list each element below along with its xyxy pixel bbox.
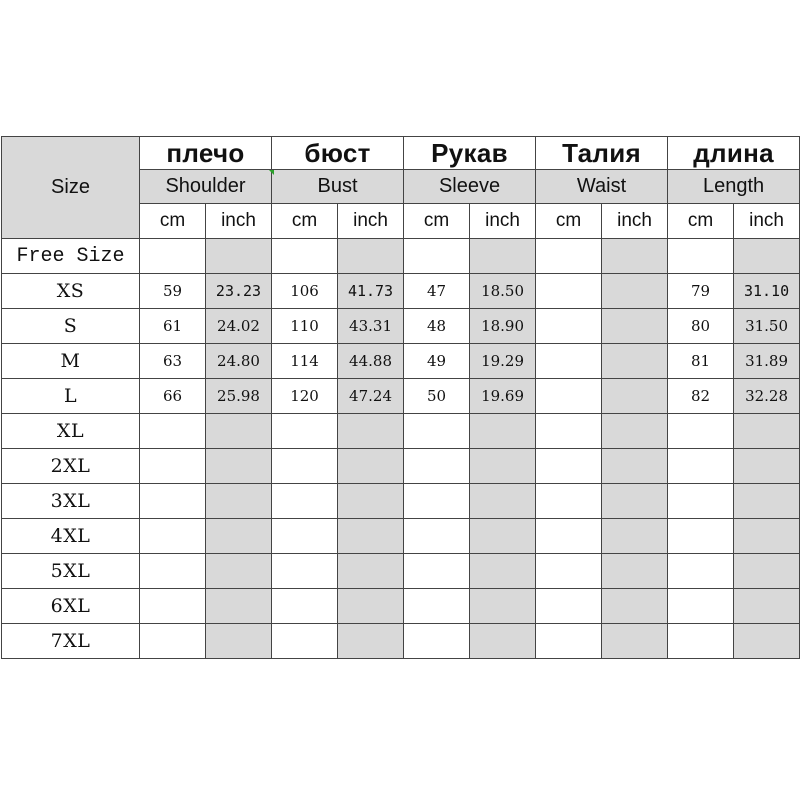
shoulder-inch-cell: 23.23 xyxy=(206,274,272,309)
size-label: M xyxy=(2,344,140,379)
waist-cm-cell xyxy=(536,589,602,624)
waist-inch-cell xyxy=(602,589,668,624)
sleeve-cm-cell xyxy=(404,589,470,624)
waist-inch-cell xyxy=(602,379,668,414)
shoulder-inch-cell xyxy=(206,589,272,624)
waist-header-ru: Талия xyxy=(536,137,668,170)
length-inch-cell xyxy=(734,414,800,449)
shoulder-cm-cell: 59 xyxy=(140,274,206,309)
bust-inch-cell xyxy=(338,519,404,554)
waist-inch-cell xyxy=(602,624,668,659)
waist-cm-cell xyxy=(536,414,602,449)
waist-unit-inch: inch xyxy=(602,204,668,239)
sleeve-inch-cell: 18.50 xyxy=(470,274,536,309)
shoulder-cm-cell: 61 xyxy=(140,309,206,344)
waist-cm-cell xyxy=(536,624,602,659)
shoulder-inch-cell xyxy=(206,239,272,274)
size-label: 6XL xyxy=(2,589,140,624)
sleeve-inch-cell xyxy=(470,554,536,589)
table-row xyxy=(2,309,800,344)
waist-inch-cell xyxy=(602,414,668,449)
size-label: 7XL xyxy=(2,624,140,659)
table-row xyxy=(2,239,800,274)
sleeve-inch-cell xyxy=(470,414,536,449)
table-row xyxy=(2,449,800,484)
waist-inch-cell xyxy=(602,344,668,379)
bust-inch-cell xyxy=(338,449,404,484)
bust-inch-cell xyxy=(338,484,404,519)
table-row xyxy=(2,624,800,659)
length-cm-cell: 82 xyxy=(668,379,734,414)
table-row xyxy=(2,274,800,309)
waist-inch-cell xyxy=(602,519,668,554)
waist-inch-cell xyxy=(602,484,668,519)
corner-mark-icon xyxy=(269,170,274,175)
length-cm-cell xyxy=(668,449,734,484)
table-row xyxy=(2,414,800,449)
shoulder-inch-cell xyxy=(206,414,272,449)
bust-inch-cell xyxy=(338,239,404,274)
length-cm-cell: 80 xyxy=(668,309,734,344)
length-cm-cell xyxy=(668,484,734,519)
shoulder-unit-inch: inch xyxy=(206,204,272,239)
bust-cm-cell: 114 xyxy=(272,344,338,379)
shoulder-header-ru: плечо xyxy=(140,137,272,170)
sleeve-cm-cell xyxy=(404,484,470,519)
sleeve-cm-cell: 49 xyxy=(404,344,470,379)
length-inch-cell xyxy=(734,239,800,274)
waist-inch-cell xyxy=(602,239,668,274)
table-row xyxy=(2,519,800,554)
bust-cm-cell: 110 xyxy=(272,309,338,344)
bust-inch-cell xyxy=(338,589,404,624)
bust-cm-cell xyxy=(272,589,338,624)
table-row xyxy=(2,344,800,379)
size-chart-table xyxy=(1,136,800,659)
waist-inch-cell xyxy=(602,274,668,309)
size-label: 5XL xyxy=(2,554,140,589)
shoulder-cm-cell xyxy=(140,449,206,484)
size-label: 3XL xyxy=(2,484,140,519)
waist-cm-cell xyxy=(536,554,602,589)
length-cm-cell xyxy=(668,239,734,274)
sleeve-inch-cell xyxy=(470,589,536,624)
bust-cm-cell xyxy=(272,624,338,659)
bust-inch-cell: 44.88 xyxy=(338,344,404,379)
size-label: S xyxy=(2,309,140,344)
bust-inch-cell xyxy=(338,554,404,589)
sleeve-cm-cell xyxy=(404,449,470,484)
bust-inch-cell: 47.24 xyxy=(338,379,404,414)
length-unit-cm: cm xyxy=(668,204,734,239)
waist-cm-cell xyxy=(536,379,602,414)
sleeve-cm-cell xyxy=(404,554,470,589)
length-cm-cell xyxy=(668,589,734,624)
waist-header-en: Waist xyxy=(536,170,668,204)
shoulder-cm-cell xyxy=(140,484,206,519)
shoulder-cm-cell xyxy=(140,589,206,624)
length-header-en: Length xyxy=(668,170,800,204)
sleeve-header-ru: Рукав xyxy=(404,137,536,170)
bust-unit-inch: inch xyxy=(338,204,404,239)
bust-cm-cell: 120 xyxy=(272,379,338,414)
bust-header-ru: бюст xyxy=(272,137,404,170)
length-inch-cell: 31.10 xyxy=(734,274,800,309)
length-inch-cell: 32.28 xyxy=(734,379,800,414)
sleeve-unit-inch: inch xyxy=(470,204,536,239)
length-inch-cell: 31.50 xyxy=(734,309,800,344)
length-cm-cell: 79 xyxy=(668,274,734,309)
waist-inch-cell xyxy=(602,449,668,484)
length-cm-cell xyxy=(668,414,734,449)
length-cm-cell: 81 xyxy=(668,344,734,379)
sleeve-cm-cell xyxy=(404,414,470,449)
sleeve-cm-cell xyxy=(404,519,470,554)
shoulder-cm-cell xyxy=(140,624,206,659)
bust-cm-cell xyxy=(272,484,338,519)
size-label: L xyxy=(2,379,140,414)
size-label: XL xyxy=(2,414,140,449)
shoulder-unit-cm: cm xyxy=(140,204,206,239)
length-cm-cell xyxy=(668,624,734,659)
sleeve-cm-cell: 47 xyxy=(404,274,470,309)
length-inch-cell xyxy=(734,624,800,659)
shoulder-inch-cell xyxy=(206,449,272,484)
bust-inch-cell: 41.73 xyxy=(338,274,404,309)
waist-cm-cell xyxy=(536,239,602,274)
bust-cm-cell xyxy=(272,449,338,484)
sleeve-cm-cell: 48 xyxy=(404,309,470,344)
waist-unit-cm: cm xyxy=(536,204,602,239)
bust-inch-cell xyxy=(338,624,404,659)
sleeve-inch-cell xyxy=(470,449,536,484)
length-inch-cell: 31.89 xyxy=(734,344,800,379)
sleeve-header-en: Sleeve xyxy=(404,170,536,204)
sleeve-unit-cm: cm xyxy=(404,204,470,239)
shoulder-cm-cell xyxy=(140,239,206,274)
length-cm-cell xyxy=(668,554,734,589)
shoulder-inch-cell xyxy=(206,554,272,589)
sleeve-cm-cell: 50 xyxy=(404,379,470,414)
waist-cm-cell xyxy=(536,274,602,309)
shoulder-inch-cell xyxy=(206,624,272,659)
sleeve-inch-cell xyxy=(470,519,536,554)
table-row xyxy=(2,554,800,589)
bust-inch-cell xyxy=(338,414,404,449)
length-cm-cell xyxy=(668,519,734,554)
sleeve-inch-cell: 19.29 xyxy=(470,344,536,379)
waist-cm-cell xyxy=(536,344,602,379)
bust-inch-cell: 43.31 xyxy=(338,309,404,344)
shoulder-cm-cell xyxy=(140,414,206,449)
size-column-header: Size xyxy=(2,137,140,239)
waist-inch-cell xyxy=(602,309,668,344)
size-label: XS xyxy=(2,274,140,309)
sleeve-inch-cell xyxy=(470,624,536,659)
shoulder-header-en: Shoulder xyxy=(140,170,272,204)
length-inch-cell xyxy=(734,554,800,589)
shoulder-inch-cell: 25.98 xyxy=(206,379,272,414)
sleeve-inch-cell: 19.69 xyxy=(470,379,536,414)
bust-unit-cm: cm xyxy=(272,204,338,239)
size-label: 2XL xyxy=(2,449,140,484)
length-inch-cell xyxy=(734,519,800,554)
size-chart-body xyxy=(2,239,800,659)
length-inch-cell xyxy=(734,589,800,624)
waist-cm-cell xyxy=(536,449,602,484)
bust-cm-cell: 106 xyxy=(272,274,338,309)
shoulder-cm-cell xyxy=(140,554,206,589)
waist-inch-cell xyxy=(602,554,668,589)
bust-header-en: Bust xyxy=(272,170,404,204)
shoulder-inch-cell: 24.02 xyxy=(206,309,272,344)
sleeve-inch-cell xyxy=(470,484,536,519)
table-row xyxy=(2,484,800,519)
shoulder-inch-cell: 24.80 xyxy=(206,344,272,379)
length-inch-cell xyxy=(734,449,800,484)
waist-cm-cell xyxy=(536,519,602,554)
shoulder-cm-cell xyxy=(140,519,206,554)
sleeve-cm-cell xyxy=(404,624,470,659)
size-label: Free Size xyxy=(2,239,140,274)
shoulder-cm-cell: 63 xyxy=(140,344,206,379)
bust-cm-cell xyxy=(272,414,338,449)
table-row xyxy=(2,589,800,624)
bust-cm-cell xyxy=(272,519,338,554)
size-label: 4XL xyxy=(2,519,140,554)
length-unit-inch: inch xyxy=(734,204,800,239)
sleeve-cm-cell xyxy=(404,239,470,274)
sleeve-inch-cell xyxy=(470,239,536,274)
shoulder-inch-cell xyxy=(206,484,272,519)
bust-cm-cell xyxy=(272,239,338,274)
shoulder-cm-cell: 66 xyxy=(140,379,206,414)
waist-cm-cell xyxy=(536,484,602,519)
length-header-ru: длина xyxy=(668,137,800,170)
table-row xyxy=(2,379,800,414)
length-inch-cell xyxy=(734,484,800,519)
waist-cm-cell xyxy=(536,309,602,344)
sleeve-inch-cell: 18.90 xyxy=(470,309,536,344)
bust-cm-cell xyxy=(272,554,338,589)
shoulder-inch-cell xyxy=(206,519,272,554)
